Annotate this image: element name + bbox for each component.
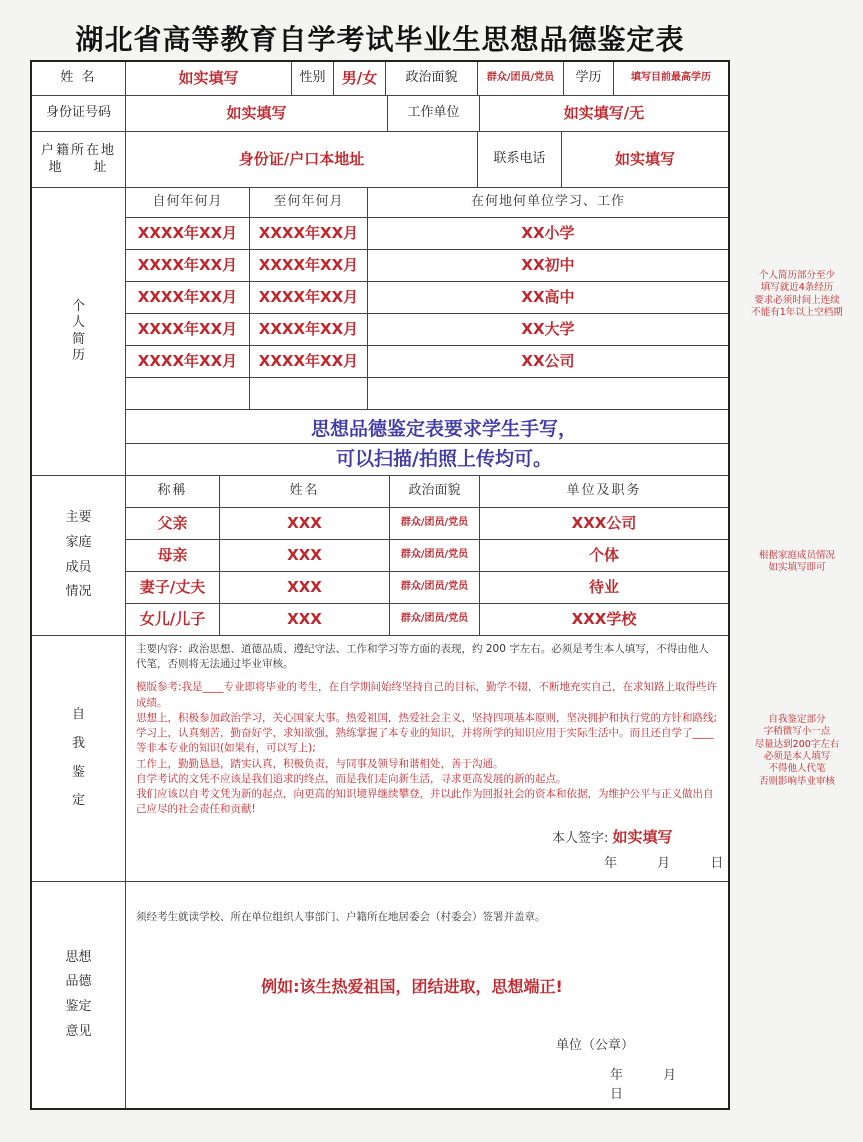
work-value[interactable]: 如实填写/无 (480, 96, 728, 132)
id-value[interactable]: 如实填写 (126, 96, 388, 132)
resume-label-char: 简 (71, 331, 85, 347)
opinion-date (610, 1064, 728, 1102)
self-section-label (32, 636, 126, 882)
self-label-char: 自 (71, 707, 85, 723)
resume-cell-where[interactable]: XX高中 (368, 282, 728, 314)
opinion-label-line: 鉴定 (65, 999, 92, 1014)
family-cell-unit[interactable]: 待业 (480, 572, 728, 604)
name-label: 姓 名 (32, 62, 126, 96)
family-label-line: 主要 (65, 510, 92, 526)
family-col-relation: 称稱 (126, 476, 220, 508)
template-paragraph: 自学考试的文凭不应该是我们追求的终点，而是我们走向新生活，寻求更高发展的新的起点。 (136, 772, 567, 785)
opinion-example: 例如:该生热爱祖国，团结进取，思想端正! (261, 977, 563, 996)
gender-label: 性别 (292, 62, 334, 96)
family-cell-name[interactable]: XXX (220, 508, 390, 540)
resume-label-char: 个 (71, 299, 85, 314)
date-day: 日 (610, 1087, 624, 1102)
family-section-label (32, 476, 126, 636)
resume-cell-where[interactable]: XX公司 (368, 346, 728, 378)
family-cell-political[interactable]: 群众/团员/党员 (390, 540, 480, 572)
opinion-label-line: 品德 (65, 974, 92, 990)
family-cell-unit[interactable]: 个体 (480, 540, 728, 572)
self-label-char: 定 (71, 793, 85, 809)
family-cell-name[interactable]: XXX (220, 572, 390, 604)
family-label-line: 情况 (65, 584, 92, 600)
resume-cell-from[interactable]: XXXX年XX月 (126, 314, 250, 346)
appraisal-form (30, 60, 730, 1110)
template-paragraph: 我们应该以自考文凭为新的起点，向更高的知识境界继续攀登，并以此作为回报社会的资本和依据，为维护公平与正义做出自己应尽的社会责任和贡献! (136, 787, 714, 816)
resume-section-label (32, 188, 126, 476)
self-template (136, 680, 718, 817)
family-cell-political[interactable]: 群众/团员/党员 (390, 508, 480, 540)
resume-cell-to[interactable] (250, 378, 368, 410)
family-side-note (733, 550, 861, 575)
family-cell-name[interactable]: XXX (220, 540, 390, 572)
resume-cell-where[interactable]: XX小学 (368, 218, 728, 250)
side-note-line: 要求必须时间上连续 (754, 294, 840, 306)
side-note-line: 根据家庭成员情况 (758, 550, 835, 561)
side-note-line: 否则影响毕业审核 (758, 775, 835, 787)
side-note-line: 字稍微写小一点 (763, 726, 831, 738)
resume-cell-to[interactable]: XXXX年XX月 (250, 314, 368, 346)
self-side-note (733, 714, 861, 788)
opinion-label-line: 思想 (65, 949, 92, 965)
resume-cell-from[interactable]: XXXX年XX月 (126, 218, 250, 250)
phone-label: 联系电话 (478, 132, 562, 188)
date-year: 年 (604, 856, 618, 871)
side-note-line: 个人简历部分至少 (758, 270, 835, 281)
resume-cell-to[interactable]: XXXX年XX月 (250, 218, 368, 250)
resume-cell-from[interactable] (126, 378, 250, 410)
family-cell-political[interactable]: 群众/团员/党员 (390, 572, 480, 604)
side-note-line: 填写就近4条经历 (760, 282, 834, 294)
self-label-char: 鉴 (71, 764, 85, 780)
notice-line1: 思想品德鉴定表要求学生手写， (310, 418, 577, 440)
education-value[interactable]: 填写目前最高学历 (614, 62, 728, 96)
family-cell-relation[interactable]: 母亲 (126, 540, 220, 572)
name-value[interactable]: 如实填写 (126, 62, 292, 96)
family-cell-unit[interactable]: XXX学校 (480, 604, 728, 636)
hukou-value[interactable]: 身份证/户口本地址 (126, 132, 478, 188)
handwriting-notice (156, 414, 732, 474)
resume-cell-to[interactable]: XXXX年XX月 (250, 346, 368, 378)
resume-cell-where[interactable] (368, 378, 728, 410)
family-cell-unit[interactable]: XXX公司 (480, 508, 728, 540)
date-month: 月 (657, 856, 671, 871)
family-col-name: 姓名 (220, 476, 390, 508)
resume-cell-from[interactable]: XXXX年XX月 (126, 282, 250, 314)
opinion-instruction-text: 须经考生就读学校、所在单位组织人事部门、户籍所在地居委会（村委会）签署并盖章。 (136, 911, 546, 923)
family-col-unit: 单位及职务 (480, 476, 728, 508)
family-cell-relation[interactable]: 妻子/丈夫 (126, 572, 220, 604)
political-value[interactable]: 群众/团员/党员 (478, 62, 564, 96)
resume-col-to: 至何年何月 (250, 188, 368, 218)
form-title: 湖北省高等教育自学考试毕业生思想品德鉴定表 (75, 23, 685, 56)
family-cell-name[interactable]: XXX (220, 604, 390, 636)
id-label: 身份证号码 (32, 96, 126, 132)
opinion-instruction (126, 904, 728, 925)
family-label-line: 成员 (65, 559, 92, 575)
resume-col-where: 在何地何单位学习、工作 (368, 188, 728, 218)
hukou-label (32, 132, 126, 188)
hukou-label-line2: 地 址 (48, 159, 109, 175)
self-signature (552, 826, 673, 847)
opinion-label-line: 意见 (65, 1023, 92, 1039)
opinion-section-label (32, 882, 126, 1108)
side-note-line: 必须是本人填写 (763, 751, 831, 763)
side-note-line: 不能有1年以上空档期 (751, 307, 843, 319)
resume-cell-to[interactable]: XXXX年XX月 (250, 282, 368, 314)
date-day: 日 (710, 856, 724, 871)
template-paragraph: 思想上，积极参加政治学习，关心国家大事。热爱祖国，热爱社会主义，坚持四项基本原则，坚决拥护和执行党的方针和路线;学习上，认真刻苦，勤奋好学，求知欲强，熟练掌握了本专业的知识，并将所学的知识应用于实际生活中。而且还自学了____等非本专业的知识(如果有，可以写上); (136, 711, 718, 755)
self-instruction: 主要内容：政治思想、道德品质、遵纪守法、工作和学习等方面的表现，约 200 字左右。必须是考生本人填写，不得由他人代笔，否则将无法通过毕业审核。 (136, 643, 709, 671)
side-note-line: 尽量达到200字左右 (754, 738, 840, 750)
self-date (604, 852, 723, 871)
resume-cell-where[interactable]: XX初中 (368, 250, 728, 282)
work-label: 工作单位 (388, 96, 480, 132)
gender-value[interactable]: 男/女 (334, 62, 386, 96)
resume-label-char: 人 (71, 315, 85, 331)
hukou-label-line1: 户籍所在地 (40, 143, 116, 159)
side-note-line: 自我鉴定部分 (768, 714, 826, 725)
resume-label-char: 历 (71, 347, 85, 363)
template-paragraph: 模版参考:我是____专业即将毕业的考生，在自学期间始终坚持自己的目标，勤学不辍，不断地充实自己，在求知路上取得些许成绩。 (136, 681, 718, 709)
family-label-line: 家庭 (65, 534, 92, 550)
signature-label: 本人签字: (552, 831, 609, 846)
family-col-political: 政治面貌 (390, 476, 480, 508)
notice-line2: 可以扫描/拍照上传均可。 (336, 448, 552, 470)
family-cell-relation[interactable]: 父亲 (126, 508, 220, 540)
side-note-line: 如实填写即可 (768, 562, 826, 574)
resume-side-note (733, 270, 861, 319)
resume-col-from: 自何年何月 (126, 188, 250, 218)
self-label-char: 我 (71, 735, 85, 751)
opinion-unit-label: 单位（公章） (556, 1038, 635, 1053)
resume-cell-to[interactable]: XXXX年XX月 (250, 250, 368, 282)
template-paragraph: 工作上，勤勤恳恳，踏实认真，积极负责，与同事及领导和谐相处，善于沟通。 (136, 757, 504, 770)
date-year: 年 (610, 1068, 624, 1083)
resume-cell-where[interactable]: XX大学 (368, 314, 728, 346)
family-cell-political[interactable]: 群众/团员/党员 (390, 604, 480, 636)
resume-cell-from[interactable]: XXXX年XX月 (126, 346, 250, 378)
education-label: 学历 (564, 62, 614, 96)
resume-cell-from[interactable]: XXXX年XX月 (126, 250, 250, 282)
side-note-line: 不得他人代笔 (768, 763, 826, 775)
phone-value[interactable]: 如实填写 (562, 132, 728, 188)
date-month: 月 (663, 1068, 677, 1083)
signature-value[interactable]: 如实填写 (612, 828, 673, 846)
family-cell-relation[interactable]: 女儿/儿子 (126, 604, 220, 636)
political-label: 政治面貌 (386, 62, 478, 96)
